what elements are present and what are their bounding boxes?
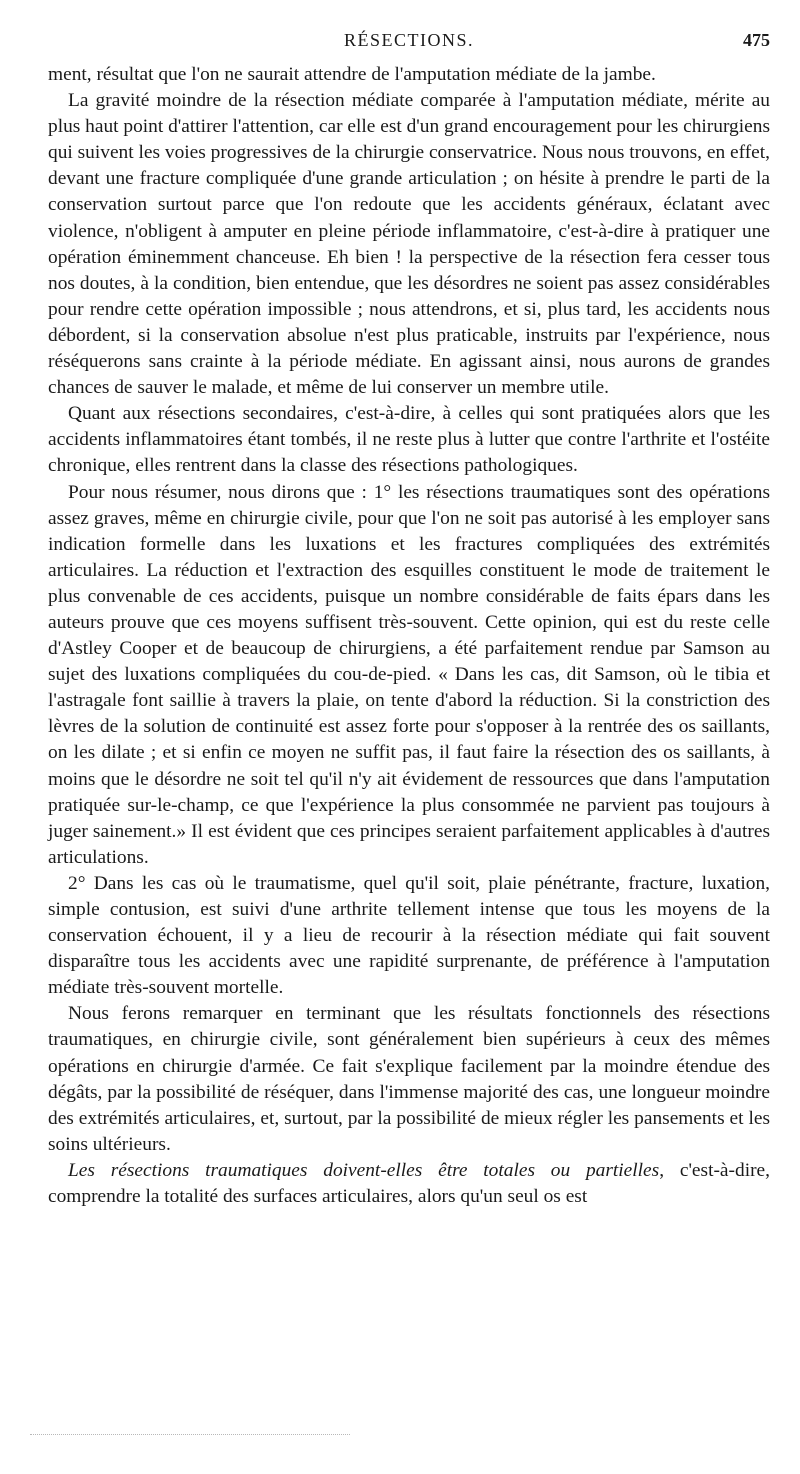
running-head: RÉSECTIONS. — [343, 30, 474, 50]
paragraph: Nous ferons remarquer en terminant que les résultats fonctionnels des résections traumatiques, en chirurgie civile, sont généralement bien supérieurs à ceux des mêmes opérations en chirurgie d'armée. Ce fait s'explique facilement par la moindre étendue des dégâts, par la possibilité de réséquer, dans l'immense majorité des cas, une longueur moindre des extrémités articulaires, et, surtout, par la possibilité de mieux régler les pansements et les soins ultérieurs. — [48, 1003, 770, 1155]
page-number: 475 — [743, 30, 770, 50]
paragraph-continuation: ment, résultat que l'on ne saurait attendre de l'amputation médiate de la jambe. — [48, 64, 656, 85]
paragraph-last — [48, 1158, 770, 1210]
page-header — [48, 30, 770, 56]
italic-question: Les résections traumatiques doivent-elles être totales ou partielles — [68, 1159, 660, 1181]
paragraph: 2° Dans les cas où le traumatisme, quel qu'il soit, plaie pénétrante, fracture, luxation, simple contusion, est suivi d'une arthrite tellement intense que tous les moyens de la conservation échouent, il y a lieu de recourir à la résection médiate qui fait souvent disparaître tous les accidents avec une rapidité surprenante, de préférence à l'amputation médiate très-souvent mortelle. — [48, 872, 770, 999]
paragraph-tail: , c'est-à-dire, comprendre la totalité des surfaces articulaires, alors qu'un seul os est — [48, 1159, 770, 1208]
footer-scan-artifact — [30, 1434, 350, 1439]
paragraph: Pour nous résumer, nous dirons que : 1° les résections traumatiques sont des opérations assez graves, même en chirurgie civile, pour que l'on ne soit pas autorisé à les employer sans indication formelle dans les luxations et les fractures compliquées des extrémités articulaires. La réduction et l'extraction des esquilles constituent le mode de traitement le plus convenable de ces accidents, puisque un nombre considérable de faits épars dans les auteurs prouve que ces moyens suffisent très-souvent. Cette opinion, qui est du reste celle d'Astley Cooper et de beaucoup de chirurgiens, a été parfaitement rendue par Samson au sujet des luxations compliquées du cou-de-pied. « Dans les cas, dit Samson, où le tibia et l'astragale font saillie à travers la plaie, on tente d'abord la réduction. Si la constriction des lèvres de la solution de continuité est assez forte pour s'opposer à la rentrée des os saillants, on les dilate ; et si enfin ce moyen ne suffit pas, il faut faire la résection des os saillants, à moins que le désordre ne soit tel qu'il n'y ait évidement de ressources que dans l'amputation pratiquée sur-le-champ, ce que l'expérience la plus consommée ne parvient pas toujours à juger sainement.» Il est évident que ces principes seraient parfaitement applicables à d'autres articulations. — [48, 481, 770, 868]
body-text — [48, 62, 770, 1210]
paragraph: Quant aux résections secondaires, c'est-à-dire, à celles qui sont pratiquées alors que les accidents inflammatoires étant tombés, il ne reste plus à lutter que contre l'arthrite et l'ostéite chronique, elles rentrent dans la classe des résections pathologiques. — [48, 403, 770, 477]
paragraph: La gravité moindre de la résection médiate comparée à l'amputation médiate, mérite au plus haut point d'attirer l'attention, car elle est d'un grand encouragement pour les chirurgiens qui suivent les voies progressives de la chirurgie conservatrice. Nous nous trouvons, en effet, devant une fracture compliquée d'une grande articulation ; on hésite à prendre le parti de la conservation surtout parce que l'on redoute que les accidents généraux, éclatant avec violence, n'obligent à amputer en pleine période inflammatoire, c'est-à-dire à pratiquer une opération éminemment chanceuse. Eh bien ! la perspective de la résection fera cesser tous nos doutes, à la condition, bien entendue, que les désordres ne soient pas assez considérables pour rendre cette opération impossible ; nous attendrons, et si, plus tard, les accidents nous débordent, si la conservation absolue n'est plus praticable, instruits par l'expérience, nous réséquerons sans crainte à la période médiate. En agissant ainsi, nous aurons de grandes chances de sauver le malade, et même de lui conserver un membre utile. — [48, 90, 770, 399]
